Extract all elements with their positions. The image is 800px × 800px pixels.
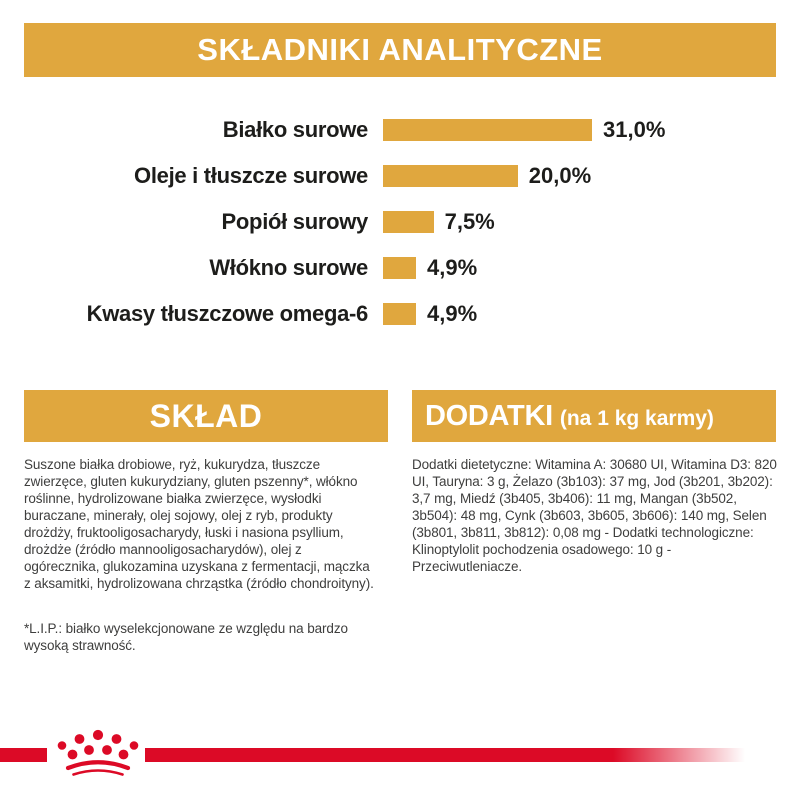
royal-canin-crown-icon xyxy=(54,727,142,777)
lip-footnote-text: *L.I.P.: białko wyselekcjonowane ze względu na bardzo wysoką strawność. xyxy=(24,621,348,653)
chart-row xyxy=(0,291,800,337)
chart-category-label: Oleje i tłuszcze surowe xyxy=(134,163,368,188)
chart-row xyxy=(0,107,800,153)
chart-bar xyxy=(383,165,518,187)
brand-red-stripe-right xyxy=(145,748,745,762)
additives-section-header xyxy=(412,390,776,442)
chart-category-label: Kwasy tłuszczowe omega-6 xyxy=(86,301,368,326)
chart-row xyxy=(0,199,800,245)
chart-value-label: 20,0% xyxy=(528,163,592,188)
additives-title: DODATKI xyxy=(425,400,553,432)
composition-title: SKŁAD xyxy=(149,398,263,434)
composition-text: Suszone białka drobiowe, ryż, kukurydza, tłuszcze zwierzęce, gluten kukurydziany, gluten pszenny*, włókno roślinne, hydrolizowane białka zwierzęce, wysłodki buraczane, minerały, olej sojowy, olej z ryb, produkty drożdży, fruktooligosacharydy, łuski i nasiona psyllium, drożdże (źródło mannooligosacharydów), olej z ogórecznika, glukozamina uzyskana z fermentacji, mączka z aksamitki, hydrolizowana chrząstka (źródło chondroityny). xyxy=(24,457,374,591)
chart-category-label: Popiół surowy xyxy=(221,209,368,234)
chart-category-label: Włókno surowe xyxy=(209,255,368,280)
chart-bar xyxy=(383,303,416,325)
chart-bar xyxy=(383,119,592,141)
chart-category-label: Białko surowe xyxy=(222,117,368,142)
chart-bar xyxy=(383,211,434,233)
chart-value-label: 4,9% xyxy=(427,301,478,326)
page-title: SKŁADNIKI ANALITYCZNE xyxy=(197,32,603,67)
composition-section-header xyxy=(24,390,388,442)
brand-red-stripe-left xyxy=(0,748,47,762)
chart-row xyxy=(0,153,800,199)
analytical-constituents-bar-chart xyxy=(0,107,800,337)
additives-text: Dodatki dietetyczne: Witamina A: 30680 UI, Witamina D3: 820 UI, Tauryna: 3 g, Żelazo (3b103): 37 mg, Jod (3b201, 3b202): 3,7 mg, Miedź (3b405, 3b406): 11 mg, Mangan (3b502, 3b504): 48 mg, Cynk (3b603, 3b605, 3b606): 140 mg, Selen (3b801, 3b811, 3b812): 0,08 mg - Dodatki technologiczne: Klinoptylolit pochodzenia osadowego: 10 g - Przeciwutleniacze. xyxy=(412,457,777,574)
analytical-constituents-header xyxy=(24,23,776,77)
chart-value-label: 7,5% xyxy=(444,209,495,234)
chart-value-label: 4,9% xyxy=(427,255,478,280)
chart-row xyxy=(0,245,800,291)
chart-value-label: 31,0% xyxy=(603,117,666,142)
chart-bar xyxy=(383,257,416,279)
additives-title-suffix: (na 1 kg karmy) xyxy=(559,407,714,430)
